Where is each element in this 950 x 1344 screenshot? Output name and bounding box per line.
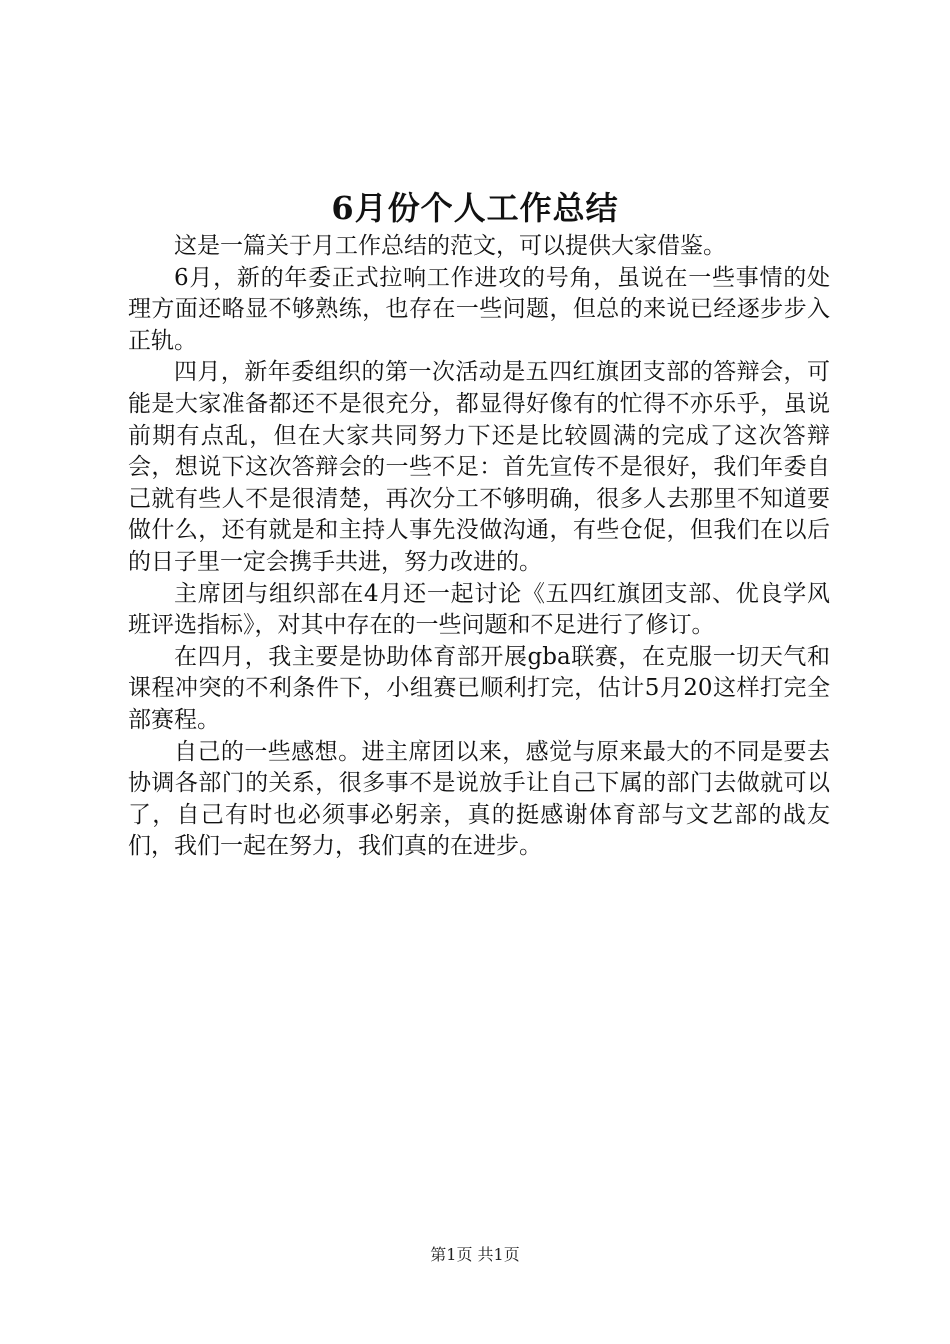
- paragraph-gba-league: 在四月，我主要是协助体育部开展gba联赛，在克服一切天气和课程冲突的不利条件下，小组赛已顺利打完，估计5月20这样打完全部赛程。: [128, 643, 830, 733]
- paragraph-april-debate: 四月，新年委组织的第一次活动是五四红旗团支部的答辩会，可能是大家准备都还不是很充分，都显得好像有的忙得不亦乐乎，虽说前期有点乱，但在大家共同努力下还是比较圆满的完成了这次答辩会，想说下这次答辩会的一些不足：首先宣传不是很好，我们年委自己就有些人不是很清楚，再次分工不够明确，很多人去那里不知道要做什么，还有就是和主持人事先没做沟通，有些仓促，但我们在以后的日子里一定会携手共进，努力改进的。: [128, 359, 830, 575]
- page-footer: 第1页 共1页: [430, 1245, 520, 1264]
- document-title: 6月份个人工作总结: [331, 189, 619, 227]
- paragraph-june: 6月，新的年委正式拉响工作进攻的号角，虽说在一些事情的处理方面还略显不够熟练，也存在一些问题，但总的来说已经逐步步入正轨。: [128, 264, 830, 354]
- paragraph-intro: 这是一篇关于月工作总结的范文，可以提供大家借鉴。: [174, 233, 726, 259]
- paragraph-evaluation: 主席团与组织部在4月还一起讨论《五四红旗团支部、优良学风班评选指标》，对其中存在的一些问题和不足进行了修订。: [128, 580, 830, 639]
- paragraph-reflections: 自己的一些感想。进主席团以来，感觉与原来最大的不同是要去协调各部门的关系，很多事不是说放手让自己下属的部门去做就可以了，自己有时也必须事必躬亲，真的挺感谢体育部与文艺部的战友们，我们一起在努力，我们真的在进步。: [128, 738, 830, 860]
- document-body: [128, 231, 830, 863]
